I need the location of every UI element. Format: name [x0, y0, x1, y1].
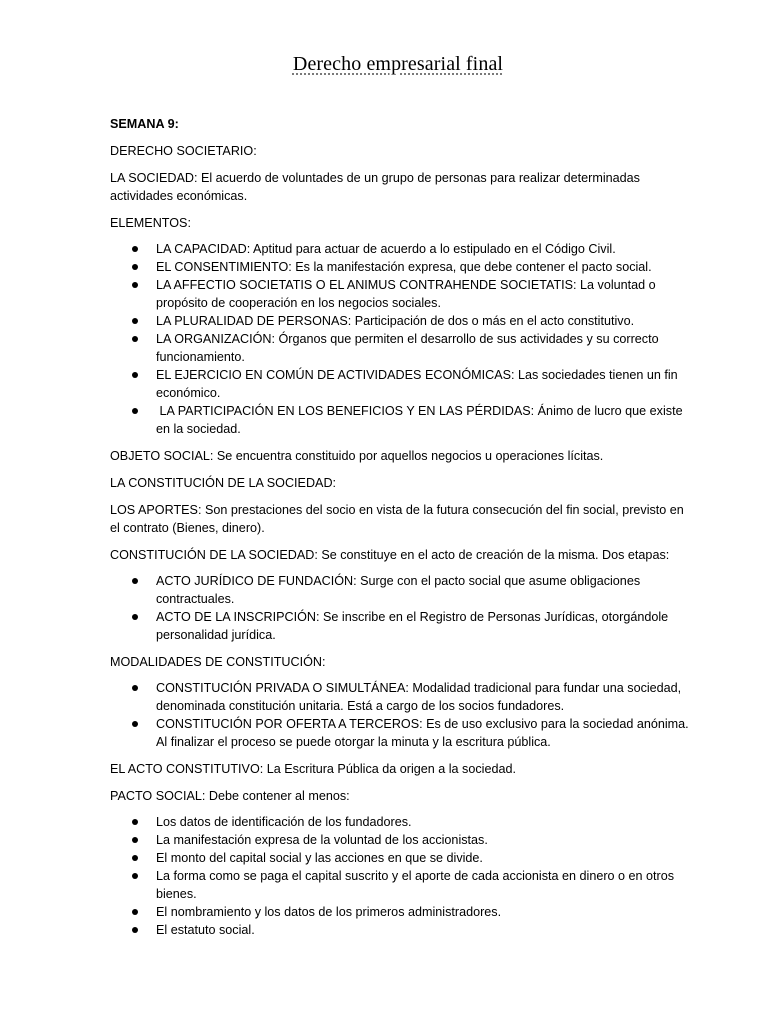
bullet-icon — [132, 819, 138, 825]
bullet-icon — [132, 264, 138, 270]
document-body — [110, 115, 690, 948]
list-item: ACTO JURÍDICO DE FUNDACIÓN: Surge con el pacto social que asume obligaciones contractuales. — [110, 572, 690, 608]
list-item: CONSTITUCIÓN POR OFERTA A TERCEROS: Es de uso exclusivo para la sociedad anónima. Al finalizar el proceso se puede otorgar la minuta y la escritura pública. — [110, 715, 690, 751]
list-item: Los datos de identificación de los fundadores. — [110, 813, 690, 831]
bullet-icon — [132, 909, 138, 915]
list-item: LA PLURALIDAD DE PERSONAS: Participación de dos o más en el acto constitutivo. — [110, 312, 690, 330]
list-item: LA CAPACIDAD: Aptitud para actuar de acuerdo a lo estipulado en el Código Civil. — [110, 240, 690, 258]
bullet-icon — [132, 855, 138, 861]
bullet-icon — [132, 837, 138, 843]
bullet-icon — [132, 927, 138, 933]
list-item: La manifestación expresa de la voluntad de los accionistas. — [110, 831, 690, 849]
pacto-social-list — [110, 813, 690, 939]
list-item: LA PARTICIPACIÓN EN LOS BENEFICIOS Y EN LAS PÉRDIDAS: Ánimo de lucro que existe en la sociedad. — [110, 402, 690, 438]
pacto-social-heading: PACTO SOCIAL: Debe contener al menos: — [110, 789, 350, 803]
elementos-list — [110, 240, 690, 438]
bullet-icon — [132, 614, 138, 620]
list-item: El nombramiento y los datos de los primeros administradores. — [110, 903, 690, 921]
list-item: EL CONSENTIMIENTO: Es la manifestación expresa, que debe contener el pacto social. — [110, 258, 690, 276]
bullet-icon — [132, 372, 138, 378]
section-heading: DERECHO SOCIETARIO: — [110, 144, 257, 158]
list-item: ACTO DE LA INSCRIPCIÓN: Se inscribe en el Registro de Personas Jurídicas, otorgándole personalidad jurídica. — [110, 608, 690, 644]
list-item: LA AFFECTIO SOCIETATIS O EL ANIMUS CONTRAHENDE SOCIETATIS: La voluntad o propósito de cooperación en los negocios sociales. — [110, 276, 690, 312]
list-item: EL EJERCICIO EN COMÚN DE ACTIVIDADES ECONÓMICAS: Las sociedades tienen un fin económico. — [110, 366, 690, 402]
bullet-icon — [132, 246, 138, 252]
elementos-heading: ELEMENTOS: — [110, 216, 191, 230]
etapas-list — [110, 572, 690, 644]
objeto-social-paragraph: OBJETO SOCIAL: Se encuentra constituido por aquellos negocios u operaciones lícitas. — [110, 449, 604, 463]
bullet-icon — [132, 685, 138, 691]
list-item: La forma como se paga el capital suscrito y el aporte de cada accionista en dinero o en otros bienes. — [110, 867, 690, 903]
la-sociedad-paragraph: LA SOCIEDAD: El acuerdo de voluntades de un grupo de personas para realizar determinadas actividades económicas. — [110, 171, 640, 203]
bullet-icon — [132, 408, 138, 414]
bullet-icon — [132, 721, 138, 727]
list-item: El monto del capital social y las acciones en que se divide. — [110, 849, 690, 867]
constitucion-intro-paragraph: CONSTITUCIÓN DE LA SOCIEDAD: Se constituye en el acto de creación de la misma. Dos etapas: — [110, 548, 670, 562]
modalidades-heading: MODALIDADES DE CONSTITUCIÓN: — [110, 655, 326, 669]
bullet-icon — [132, 282, 138, 288]
list-item: LA ORGANIZACIÓN: Órganos que permiten el desarrollo de sus actividades y su correcto funcionamiento. — [110, 330, 690, 366]
document-title: Derecho empresarial final — [292, 53, 504, 75]
bullet-icon — [132, 318, 138, 324]
week-heading: SEMANA 9: — [110, 117, 179, 131]
bullet-icon — [132, 578, 138, 584]
list-item: El estatuto social. — [110, 921, 690, 939]
list-item: CONSTITUCIÓN PRIVADA O SIMULTÁNEA: Modalidad tradicional para fundar una sociedad, denominada constitución unitaria. Está a cargo de los socios fundadores. — [110, 679, 690, 715]
bullet-icon — [132, 336, 138, 342]
bullet-icon — [132, 873, 138, 879]
modalidades-list — [110, 679, 690, 751]
los-aportes-paragraph: LOS APORTES: Son prestaciones del socio en vista de la futura consecución del fin social, previsto en el contrato (Bienes, dinero). — [110, 503, 684, 535]
constitucion-heading: LA CONSTITUCIÓN DE LA SOCIEDAD: — [110, 476, 337, 490]
acto-constitutivo-paragraph: EL ACTO CONSTITUTIVO: La Escritura Pública da origen a la sociedad. — [110, 762, 516, 776]
